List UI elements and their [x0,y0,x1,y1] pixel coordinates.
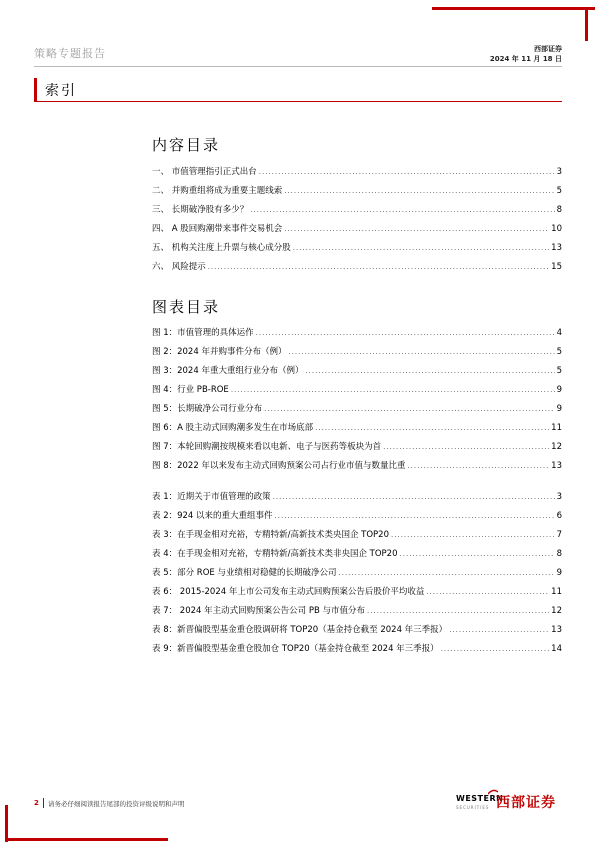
toc-item[interactable] [152,162,562,181]
toc-item-label: 一、 市值管理指引正式出台 [152,166,257,177]
leader-dots [391,530,555,540]
table-item-label: 表 8：新晋偏股型基金重仓股调研将 TOP20（基金持仓截至 2024 年三季报） [152,624,448,635]
figure-item-page: 9 [556,384,562,395]
table-item-label: 表 2：924 以来的重大重组事件 [152,510,273,521]
leader-dots [305,366,554,376]
leader-dots [426,587,549,597]
table-item-page: 13 [551,624,562,635]
leader-dots [293,243,549,253]
table-item-label: 表 7： 2024 年主动式回购预案公告公司 PB 与市值分布 [152,605,366,616]
leader-dots [231,385,555,395]
figure-item-label: 图 4：行业 PB-ROE [152,384,229,395]
toc-item-page: 3 [556,166,562,177]
figure-item-label: 图 2：2024 年并购事件分布（例） [152,346,287,357]
table-item-label: 表 9：新晋偏股型基金重仓股加仓 TOP20（基金持仓截至 2024 年三季报） [152,643,439,654]
leader-dots [367,606,549,616]
table-item-label: 表 4：在手现金相对充裕，专精特新/高新技术类非央国企 TOP20 [152,548,398,559]
figure-item[interactable] [152,323,562,342]
logo-chinese: 西部证券 [496,795,556,811]
corner-line-top [432,7,595,10]
figure-item-label: 图 7：本轮回购潮按规模来看以电新、电子与医药等板块为首 [152,441,382,452]
table-item-page: 3 [556,491,562,502]
table-item-label: 表 1：近期关于市值管理的政策 [152,491,271,502]
toc-item[interactable] [152,200,562,219]
figure-item-page: 11 [551,422,562,433]
leader-dots [315,423,549,433]
corner-line-top-vertical [585,7,588,41]
table-item[interactable] [152,506,562,525]
leader-dots [338,568,554,578]
table-item[interactable] [152,601,562,620]
figure-item-label: 图 8：2022 年以来发布主动式回购预案公司占行业市值与数量比重 [152,460,406,471]
table-item-label: 表 5：部分 ROE 与业绩相对稳健的长期破净公司 [152,567,337,578]
company-name: 西部证券 [534,45,562,53]
toc-item-label: 四、 A 股回购潮带来事件交易机会 [152,223,283,234]
figure-item-label: 图 3：2024 年重大重组行业分布（例） [152,365,304,376]
table-item[interactable] [152,487,562,506]
toc-item-page: 5 [556,185,562,196]
contents-list [152,162,562,276]
toc-item-page: 8 [556,204,562,215]
report-date: 2024 年 11 月 18 日 [489,55,562,63]
table-item-page: 8 [556,548,562,559]
toc-item-label: 三、 长期破净股有多少？ [152,204,249,215]
toc-item-label: 六、 风险提示 [152,261,206,272]
toc-item[interactable] [152,238,562,257]
leader-dots [284,186,554,196]
toc-item-page: 13 [551,242,562,253]
leader-dots [259,167,555,177]
section-title: 索引 [45,83,77,99]
list-gap [152,475,562,487]
leader-dots [441,644,549,654]
toc-item[interactable] [152,257,562,276]
table-item-page: 14 [551,643,562,654]
table-item-label: 表 6： 2015-2024 年上市公司发布主动式回购预案公告后股价平均收益 [152,586,425,597]
footer-disclaimer: 请务必仔细阅读报告尾部的投资评级说明和声明 [48,800,185,808]
section-marker [34,78,37,102]
contents-heading: 内容目录 [152,136,221,154]
footer-separator [43,798,44,808]
logo-english: WESTERN [456,794,504,803]
header-rule [34,66,562,67]
table-item[interactable] [152,544,562,563]
toc-item-page: 15 [551,261,562,272]
figures-heading: 图表目录 [152,298,221,316]
leader-dots [449,625,549,635]
leader-dots [250,205,554,215]
table-item-page: 11 [551,586,562,597]
page-number: 2 [34,799,39,807]
table-item[interactable] [152,582,562,601]
toc-item-label: 五、 机构关注度上升票与核心成分股 [152,242,291,253]
report-type: 策略专题报告 [34,47,106,60]
figure-item[interactable] [152,361,562,380]
toc-item-label: 二、 并购重组将成为重要主题线索 [152,185,283,196]
figure-item-page: 12 [551,441,562,452]
figure-item[interactable] [152,418,562,437]
logo-english-sub: SECURITIES [456,805,490,810]
leader-dots [407,461,549,471]
figure-item[interactable] [152,437,562,456]
leader-dots [400,549,555,559]
figure-item[interactable] [152,380,562,399]
figure-item-label: 图 5：长期破净公司行业分布 [152,403,263,414]
leader-dots [284,224,549,234]
table-item[interactable] [152,620,562,639]
section-bar [34,78,562,102]
table-item-page: 12 [551,605,562,616]
table-item-label: 表 3：在手现金相对充裕，专精特新/高新技术类央国企 TOP20 [152,529,390,540]
figure-item-page: 4 [556,327,562,338]
figure-item-page: 13 [551,460,562,471]
toc-item[interactable] [152,181,562,200]
corner-line-bottom-vertical [5,805,8,842]
figures-list [152,323,562,658]
table-item-page: 6 [556,510,562,521]
toc-item-page: 10 [551,223,562,234]
leader-dots [275,511,555,521]
figure-item-page: 5 [556,346,562,357]
section-underline [34,101,562,102]
leader-dots [256,328,555,338]
figure-item-label: 图 1：市值管理的具体运作 [152,327,254,338]
table-item[interactable] [152,639,562,658]
figure-item[interactable] [152,399,562,418]
leader-dots [264,404,554,414]
figure-item-label: 图 6：A 股主动式回购潮多发生在市场底部 [152,422,314,433]
leader-dots [288,347,554,357]
leader-dots [273,492,555,502]
table-item-page: 7 [556,529,562,540]
toc-item[interactable] [152,219,562,238]
figure-item-page: 9 [556,403,562,414]
figure-item-page: 5 [556,365,562,376]
figure-item[interactable] [152,342,562,361]
leader-dots [383,442,549,452]
figure-item[interactable] [152,456,562,475]
leader-dots [208,262,549,272]
table-item[interactable] [152,563,562,582]
table-item[interactable] [152,525,562,544]
table-item-page: 9 [556,567,562,578]
